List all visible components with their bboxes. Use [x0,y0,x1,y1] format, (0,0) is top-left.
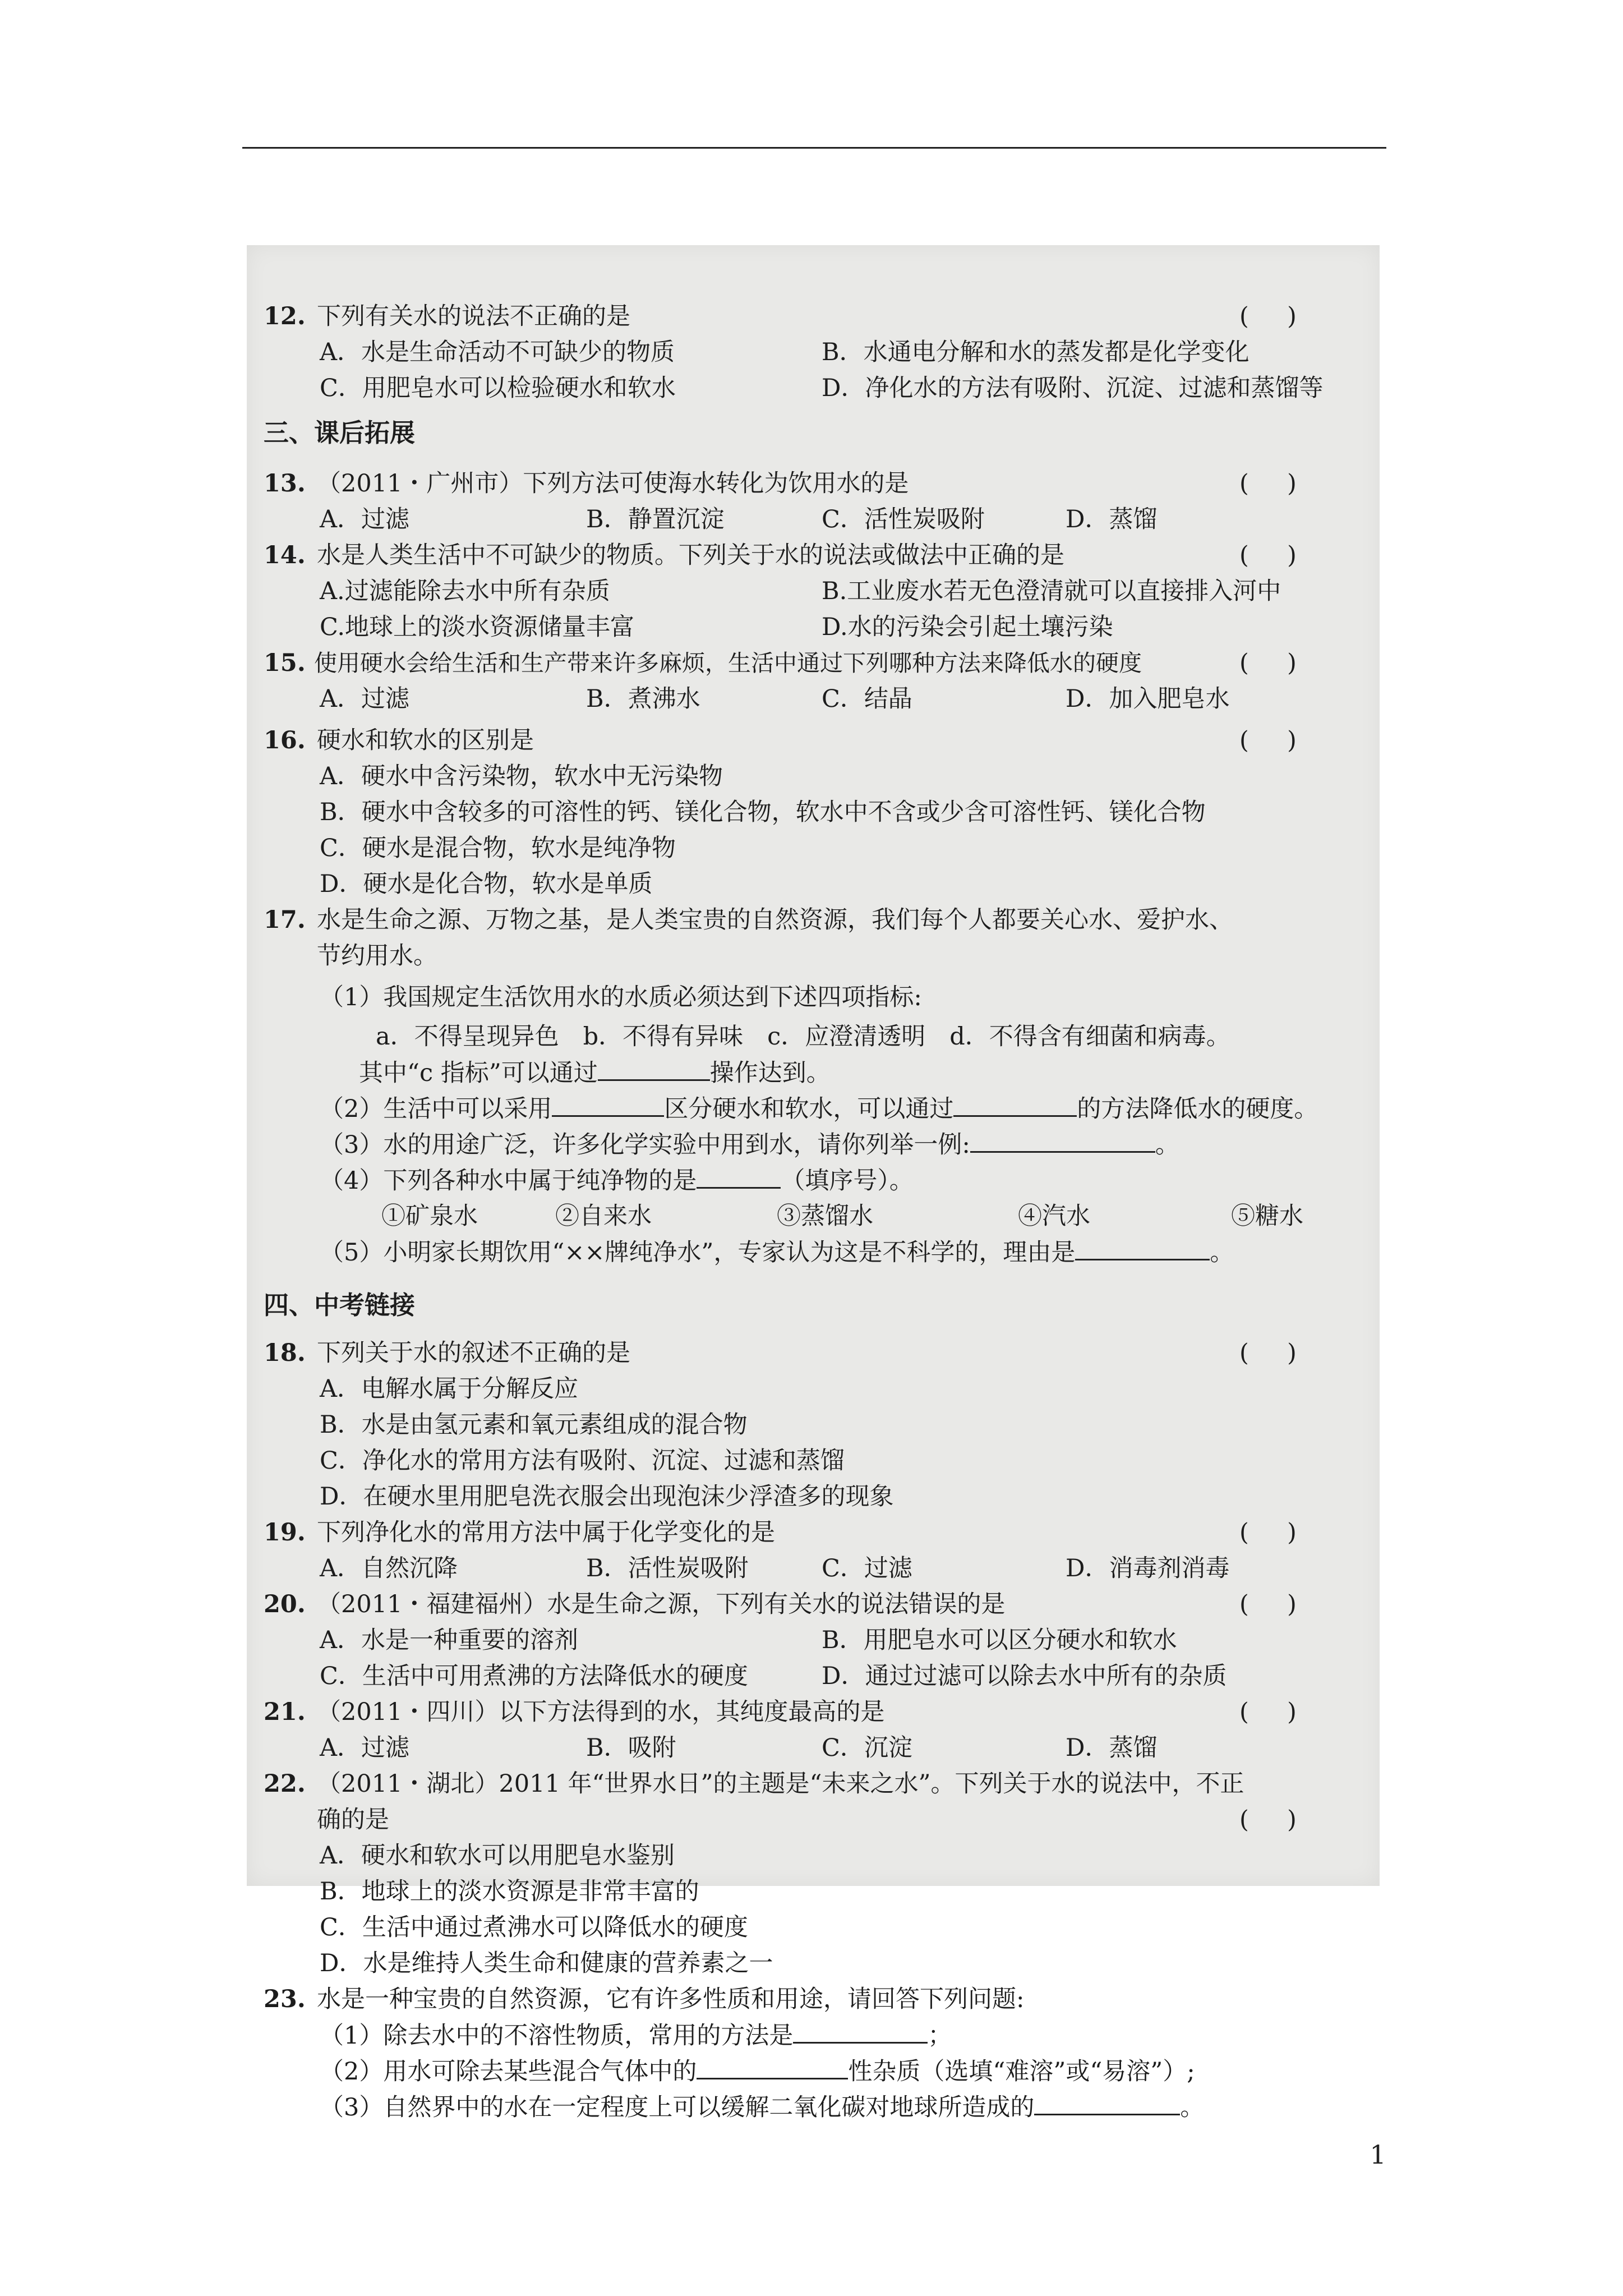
q13-stem: （2011・广州市）下列方法可使海水转化为饮用水的是 [317,470,909,498]
q17-part1-blank[interactable] [598,1055,710,1081]
q13-number: 13. [264,470,306,498]
q17-part4-suffix: （填序号）。 [781,1167,914,1195]
q19-option-c: C．过滤 [822,1554,912,1582]
q14-option-d: D.水的污染会引起土壤污染 [822,613,1113,641]
q14-stem: 水是人类生活中不可缺少的物质。下列关于水的说法或做法中正确的是 [317,541,1064,569]
q23-part3-suffix: 。 [1180,2093,1205,2122]
q19-option-d: D．消毒剂消毒 [1066,1554,1230,1582]
page-number: 1 [1370,2139,1386,2170]
q23-number: 23. [264,1985,306,2013]
q16-answer-paren: ( ) [1239,726,1297,754]
q12-option-b: B．水通电分解和水的蒸发都是化学变化 [822,338,1249,366]
q16-option-a: A．硬水中含污染物，软水中无污染物 [320,762,723,790]
q17-part2-prefix: （2）生活中可以采用 [320,1095,552,1123]
q21-option-b: B．吸附 [586,1734,676,1762]
q18-number: 18. [264,1339,306,1367]
q23-part1-prefix: （1）除去水中的不溶性物质，常用的方法是 [320,2022,794,2050]
q17-part4-option-3: ③蒸馏水 [777,1202,873,1230]
q17-stem-line1: 水是生命之源、万物之基，是人类宝贵的自然资源，我们每个人都要关心水、爱护水、 [317,906,1233,934]
q17-part3-suffix: 。 [1155,1131,1179,1159]
q17-part4 [320,1162,914,1198]
q23-part3 [320,2089,1204,2125]
q21-answer-paren: ( ) [1239,1698,1297,1726]
q17-part5-blank[interactable] [1075,1234,1210,1260]
q13-option-b: B．静置沉淀 [586,505,725,533]
q15-option-d: D．加入肥皂水 [1066,685,1230,713]
q17-part2-blank1[interactable] [552,1091,664,1117]
q16-option-c: C．硬水是混合物，软水是纯净物 [320,834,676,862]
q19-option-a: A．自然沉降 [320,1554,458,1582]
q17-part4-option-5: ⑤糖水 [1231,1202,1303,1230]
q22-option-d: D．水是维持人类生命和健康的营养素之一 [320,1949,773,1977]
q23-part2 [320,2053,1195,2089]
q22-option-c: C．生活中通过煮沸水可以降低水的硬度 [320,1913,748,1941]
q17-part5-suffix: 。 [1210,1239,1234,1267]
q14-number: 14. [264,541,306,569]
q17-part1-fill [359,1055,831,1091]
q12-option-c: C．用肥皂水可以检验硬水和软水 [320,374,676,402]
q18-option-c: C．净化水的常用方法有吸附、沉淀、过滤和蒸馏 [320,1447,845,1475]
q16-number: 16. [264,726,306,754]
q17-part1: （1）我国规定生活饮用水的水质必须达到下述四项指标: [320,983,922,1011]
q23-part3-prefix: （3）自然界中的水在一定程度上可以缓解二氧化碳对地球所造成的 [320,2093,1035,2122]
q17-part5 [320,1234,1234,1270]
q17-number: 17. [264,906,306,934]
q12-answer-paren: ( ) [1239,302,1297,330]
q17-part2-blank2[interactable] [953,1091,1077,1117]
q14-option-c: C.地球上的淡水资源储量丰富 [320,613,635,641]
q20-answer-paren: ( ) [1239,1590,1297,1618]
q18-answer-paren: ( ) [1239,1339,1297,1367]
q14-answer-paren: ( ) [1239,541,1297,569]
q17-part4-blank[interactable] [697,1162,781,1189]
q15-number: 15. [264,649,306,677]
q22-number: 22. [264,1770,306,1798]
q17-part1-fill-suffix: 操作达到。 [709,1059,831,1087]
q21-option-c: C．沉淀 [822,1734,912,1762]
q14-option-b: B.工业废水若无色澄清就可以直接排入河中 [822,577,1281,605]
q12-number: 12. [264,302,306,330]
q21-option-a: A．过滤 [320,1734,410,1762]
q20-option-c: C．生活中可用煮沸的方法降低水的硬度 [320,1662,748,1690]
q15-option-c: C．结晶 [822,685,912,713]
q21-stem: （2011・四川）以下方法得到的水，其纯度最高的是 [317,1698,885,1726]
q20-option-a: A．水是一种重要的溶剂 [320,1626,579,1654]
q22-stem-line1: （2011・湖北）2011 年“世界水日”的主题是“未来之水”。下列关于水的说法中，不正 [317,1770,1244,1798]
q17-part4-option-4: ④汽水 [1018,1202,1090,1230]
q13-option-a: A．过滤 [320,505,410,533]
q23-stem: 水是一种宝贵的自然资源，它有许多性质和用途，请回答下列问题: [317,1985,1025,2013]
q17-part5-prefix: （5）小明家长期饮用“××牌纯净水”，专家认为这是不科学的，理由是 [320,1239,1076,1267]
q19-option-b: B．活性炭吸附 [586,1554,749,1582]
q12-option-a: A．水是生命活动不可缺少的物质 [320,338,675,366]
q17-part1-criteria: a．不得呈现异色 b．不得有异味 c．应澄清透明 d．不得含有细菌和病毒。 [376,1023,1230,1051]
section-3-heading: 三、课后拓展 [264,418,416,448]
q18-stem: 下列关于水的叙述不正确的是 [317,1339,630,1367]
q17-part3-prefix: （3）水的用途广泛，许多化学实验中用到水，请你列举一例: [320,1131,970,1159]
q12-stem: 下列有关水的说法不正确的是 [317,302,630,330]
q22-stem-line2: 确的是 [317,1806,389,1834]
q23-part3-blank[interactable] [1034,2089,1180,2115]
q23-part2-prefix: （2）用水可除去某些混合气体中的 [320,2058,697,2086]
q13-option-c: C．活性炭吸附 [822,505,985,533]
q23-part1-blank[interactable] [793,2017,928,2044]
q17-part2-middle: 区分硬水和软水，可以通过 [664,1095,954,1123]
q19-number: 19. [264,1519,306,1547]
q16-stem: 硬水和软水的区别是 [317,726,534,754]
q17-part3 [320,1126,1179,1162]
q22-option-b: B．地球上的淡水资源是非常丰富的 [320,1878,699,1906]
q20-option-d: D．通过过滤可以除去水中所有的杂质 [822,1662,1227,1690]
q17-part4-option-2: ②自来水 [555,1202,652,1230]
q17-part2-suffix: 的方法降低水的硬度。 [1077,1095,1318,1123]
q15-stem: 使用硬水会给生活和生产带来许多麻烦，生活中通过下列哪种方法来降低水的硬度 [314,650,1142,677]
q22-option-a: A．硬水和软水可以用肥皂水鉴别 [320,1842,675,1870]
q17-part1-fill-prefix: 其中“c 指标”可以通过 [359,1059,598,1087]
q14-option-a: A.过滤能除去水中所有杂质 [320,577,610,605]
q23-part2-suffix: 性杂质（选填“难溶”或“易溶”）; [848,2058,1195,2086]
q19-answer-paren: ( ) [1239,1519,1297,1547]
q15-answer-paren: ( ) [1239,649,1297,677]
q20-stem: （2011・福建福州）水是生命之源，下列有关水的说法错误的是 [317,1590,1006,1618]
q16-option-d: D．硬水是化合物，软水是单质 [320,870,653,898]
q15-option-a: A．过滤 [320,685,410,713]
section-4-heading: 四、中考链接 [264,1290,416,1320]
q12-option-d: D．净化水的方法有吸附、沉淀、过滤和蒸馏等 [822,374,1324,402]
q20-number: 20. [264,1590,306,1618]
header-rule [242,147,1386,149]
q13-option-d: D．蒸馏 [1066,505,1158,533]
q17-stem-line2: 节约用水。 [317,942,437,970]
q21-number: 21. [264,1698,306,1726]
q19-stem: 下列净化水的常用方法中属于化学变化的是 [317,1519,775,1547]
q23-part1 [320,2017,952,2053]
q23-part2-blank[interactable] [697,2053,848,2079]
q18-option-a: A．电解水属于分解反应 [320,1375,579,1403]
q18-option-d: D．在硬水里用肥皂洗衣服会出现泡沫少浮渣多的现象 [320,1483,894,1511]
q22-answer-paren: ( ) [1239,1806,1297,1834]
q18-option-b: B．水是由氢元素和氧元素组成的混合物 [320,1411,748,1439]
q17-part2 [320,1091,1318,1126]
q21-option-d: D．蒸馏 [1066,1734,1158,1762]
q17-part4-prefix: （4）下列各种水中属于纯净物的是 [320,1167,697,1195]
q17-part4-option-1: ①矿泉水 [381,1202,478,1230]
q13-answer-paren: ( ) [1239,470,1297,498]
q16-option-b: B．硬水中含较多的可溶性的钙、镁化合物，软水中不含或少含可溶性钙、镁化合物 [320,798,1206,826]
q17-part3-blank[interactable] [970,1126,1155,1153]
q23-part1-suffix: ； [928,2022,952,2050]
q20-option-b: B．用肥皂水可以区分硬水和软水 [822,1626,1177,1654]
q15-option-b: B．煮沸水 [586,685,700,713]
